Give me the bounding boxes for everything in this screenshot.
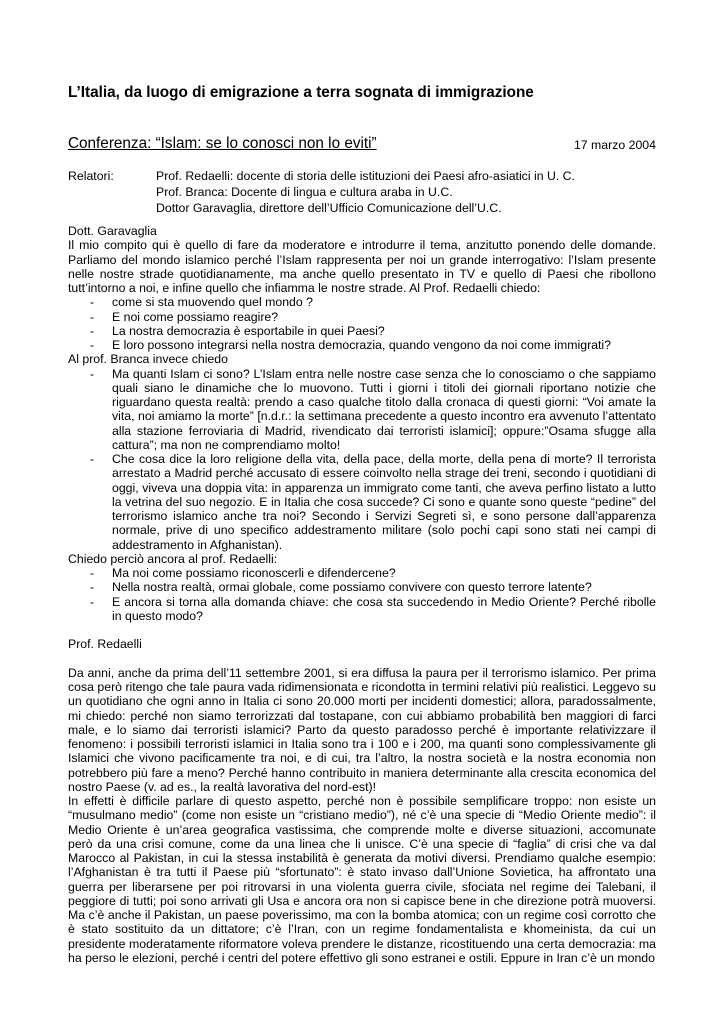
questions-list-redaelli [68,295,656,352]
speaker-name: Prof. Redaelli [68,637,142,652]
list-item: - E noi come possiamo reagire? [68,310,656,324]
document-title: L’Italia, da luogo di emigrazione a terra sognata di immigrazione [68,84,534,101]
list-item: - Nella nostra realtà, ormai globale, come possiamo convivere con questo terrore latente? [68,580,656,594]
conference-header [68,135,656,155]
question-intro-branca: Al prof. Branca invece chiedo [68,352,228,367]
list-item: - Ma quanti Islam ci sono? L’Islam entra nelle nostre case senza che lo conosciamo o che sappiamo quali siano le dinamiche che lo muovono. Tutti i giorni i titoli dei giornali riportano notizie che riguardano questa realtà: prendo a caso qualche titolo dalla cronaca di questi giorni: “Voi amate la vita, noi amiamo la morte” [n.d.r.: la settimana precedente a questo incontro era avvenuto l’attentato alla stazione ferroviaria di Madrid, rivendicato dai terroristi islamici]; oppure:”Osama sfugge alla cattura”; ma non ne comprendiamo molto! [68,367,656,453]
speakers-label: Relatori: [68,169,114,183]
questions-list-redaelli-2 [68,566,656,623]
speaker-branca: Prof. Branca: Docente di lingua e cultura araba in U.C. [156,185,453,199]
paragraph: Da anni, anche da prima dell’11 settembre 2001, si era diffusa la paura per il terrorismo islamico. Per prima cosa però ritengo che tale paura vada ridimensionata e ricondotta in termini relativi più realistici. Leggevo su un quotidiano che ogni anno in Italia ci sono 20.000 morti per incidenti domestici; allora, paradossalmente, mi chiedo: perché non siamo terrorizzati dal tostapane, con cui abbiamo probabilità ben maggiori di farci male, e lo siamo dai terroristi islamici? Parto da questo paradosso perché è importante relativizzare il fenomeno: i possibili terroristi islamici in Italia sono tra i 100 e i 200, ma quanti sono complessivamente gli Islamici che vivono pacificamente tra noi, e di cui, tra l’altro, la nostra società e la nostra economia non potrebbero più fare a meno? Perché hanno contribuito in maniera determinante alla crescita economica del nostro Paese (v. ad es., la realtà lavorativa del nord-est)! [68,665,656,794]
conference-date: 17 marzo 2004 [573,138,656,152]
list-item: - E loro possono integrarsi nella nostra democrazia, quando vengono da noi come immigrati? [68,338,656,352]
speaker-redaelli: Prof. Redaelli: docente di storia delle istituzioni dei Paesi afro-asiatici in U. C. [156,169,575,183]
list-item: - come si sta muovendo quel mondo ? [68,295,656,309]
list-item: - Che cosa dice la loro religione della vita, della pace, della morte, della pena di morte? Il terrorista arrestato a Madrid perché accusato di essere coinvolto nella strage dei treni, secondo i quotidiani di oggi, viveva una doppia vita: in apparenza un immigrato come tanti, che aveva perfino listato a lutto la vetrina del suo negozio. E in Italia che cosa succede? Ci sono e quante sono queste “pedine” del terrorismo islamico anche tra noi? Secondo i Servizi Segreti sì, e sono persone dall’apparenza normale, prive di uno specifico addestramento militare (solo pochi capi sono stati nei campi di addestramento in Afghanistan). [68,452,656,552]
speaker-name: Dott. Garavaglia [68,224,157,238]
question-intro-redaelli: Chiedo perciò ancora al prof. Redaelli: [68,551,278,566]
speakers-list [156,168,575,216]
document-body [68,224,656,965]
list-item: - E ancora si torna alla domanda chiave: che cosa sta succedendo in Medio Oriente? Perché ribolle in questo modo? [68,595,656,624]
intro-paragraph: Il mio compito qui è quello di fare da moderatore e introdurre il tema, anzitutto ponendo delle domande. Parliamo del mondo islamico perché l’Islam rappresenta per noi un grande interrogativo: l’Islam presente nelle nostre strade quotidianamente, ma anche quello presentato in TV e quello di Paesi che ribollono tutt’intorno a noi, e infine quello che infiamma le nostre strade. Al Prof. Redaelli chiedo: [68,238,656,295]
list-item: - La nostra democrazia è esportabile in quei Paesi? [68,324,656,338]
list-item: - Ma noi come possiamo riconoscerli e difendercene? [68,566,656,580]
questions-list-branca [68,367,656,552]
paragraph: In effetti è difficile parlare di questo aspetto, perché non è possibile semplificare troppo: non esiste un “musulmano medio” (come non esiste un “cristiano medio”), né c’è una specie di “Medio Oriente medio”: il Medio Oriente è un’area geografica vastissima, che comprende molte e diverse situazioni, accomunate però da una crisi comune, come da una linea che li unisce. C’è una specie di “faglia” di crisi che va dal Marocco al Pakistan, in cui la stessa instabilità è generata da motivi diversi. Prendiamo qualche esempio: l’Afghanistan è tra tutti il Paese più “sfortunato”: è stato invaso dall’Unione Sovietica, ha affrontato una guerra per liberarsene per poi ritrovarsi in una violenta guerra civile, sfociata nel regime dei Talebani, il peggiore di tutti; poi sono arrivati gli Usa e ancora ora non si capisce bene in che direzione potrà muoversi. Ma c’è anche il Pakistan, un paese poverissimo, ma con la bomba atomica; con un regime così corrotto che è stato sostituito da un dittatore; c’è l’Iran, con un regime fondamentalista e khomeinista, da cui un presidente moderatamente riformatore voleva prendere le distanze, ricostituendo una certa democrazia: ma ha perso le elezioni, perché i centri del potere effettivo gli sono estranei e ostili. Eppure in Iran c’è un mondo [68,794,656,965]
conference-title: Conferenza: “Islam: se lo conosci non lo eviti” [68,135,377,152]
speaker-garavaglia: Dottor Garavaglia, direttore dell’Ufficio Comunicazione dell’U.C. [156,201,502,215]
